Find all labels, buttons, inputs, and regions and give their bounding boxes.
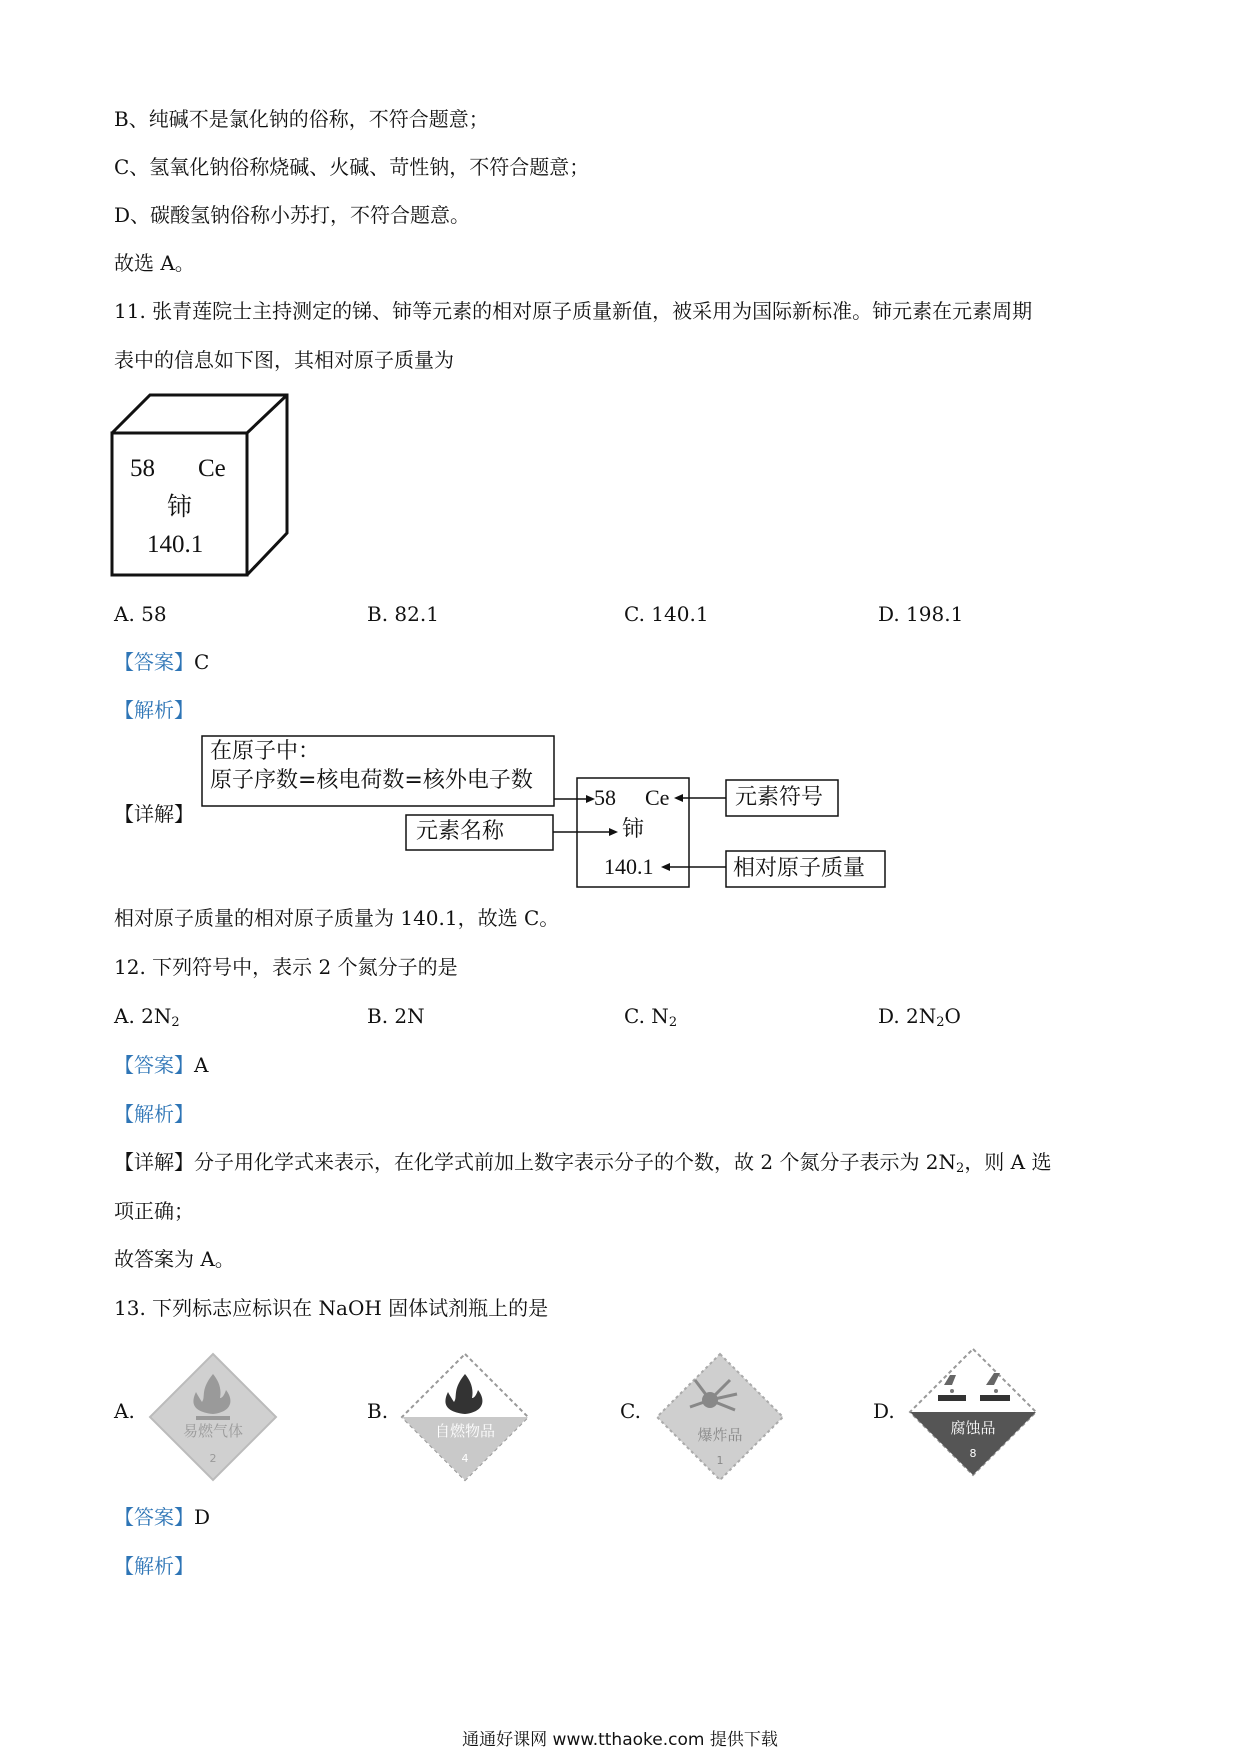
- atomic-mass: 140.1: [147, 531, 204, 558]
- q10-conclusion: 故选 A。: [114, 251, 195, 275]
- q11-detail-tag: 【详解】: [114, 802, 194, 826]
- q12-detail-line2: 项正确；: [114, 1199, 194, 1223]
- q12-answer: [114, 1051, 208, 1079]
- q12-conclusion: 故答案为 A。: [114, 1247, 235, 1271]
- element-name: 铈: [167, 492, 193, 521]
- corrosive-sign: 腐蚀品 8: [908, 1347, 1038, 1477]
- answer-value: C: [194, 650, 210, 674]
- element-symbol: Ce: [198, 455, 226, 482]
- answer-value: A: [194, 1053, 209, 1077]
- q13-option-a-label: A.: [114, 1399, 135, 1423]
- diagram-element-symbol: Ce: [645, 785, 670, 810]
- q11-conclusion: 相对原子质量的相对原子质量为 140.1，故选 C。: [114, 906, 560, 930]
- q11-stem-line2: 表中的信息如下图，其相对原子质量为: [114, 348, 454, 372]
- page-footer: 通通好课网 www.tthaoke.com 提供下载: [462, 1730, 778, 1750]
- spontaneous-combustion-sign: 自燃物品 4: [400, 1352, 530, 1482]
- q13-answer: [114, 1503, 210, 1531]
- q10-option-c-explanation: C、氢氧化钠俗称烧碱、火碱、苛性钠，不符合题意；: [114, 155, 590, 179]
- diagram-element-name: 铈: [622, 817, 645, 842]
- flammable-gas-sign: 易燃气体 2: [148, 1352, 278, 1482]
- answer-tag: 【答案】: [114, 1505, 194, 1529]
- q10-option-d-explanation: D、碳酸氢钠俗称小苏打，不符合题意。: [114, 203, 471, 227]
- q11-analysis-tag: 【解析】: [114, 698, 194, 722]
- diagram-note-line2: 原子序数=核电荷数=核外电子数: [210, 768, 533, 793]
- q12-option-c: C. $N_2$: [624, 1004, 678, 1030]
- q13-option-b-label: B.: [367, 1399, 389, 1423]
- q12-analysis-tag: 【解析】: [114, 1102, 194, 1126]
- answer-tag: 【答案】: [114, 650, 194, 674]
- diagram-label-name: 元素名称: [416, 819, 505, 844]
- q11-option-b: B. 82.1: [367, 602, 439, 626]
- q13-option-d-label: D.: [873, 1399, 895, 1423]
- diagram-atomic-number: 58: [594, 785, 616, 810]
- q13-option-c-label: C.: [620, 1399, 641, 1423]
- q11-option-d: D. 198.1: [878, 602, 964, 626]
- q12-option-d: D. $2N_2O$: [878, 1004, 961, 1030]
- q12-option-b: B. 2N: [367, 1004, 425, 1028]
- diagram-atomic-mass: 140.1: [604, 854, 654, 879]
- atomic-number: 58: [130, 455, 155, 482]
- q12-detail: 【详解】分子用化学式来表示，在化学式前加上数字表示分子的个数，故 2 个氮分子表示为 $2N_2$，则 A 选: [114, 1150, 1052, 1176]
- q13-analysis-tag: 【解析】: [114, 1554, 194, 1578]
- q12-stem: 12. 下列符号中，表示 2 个氮分子的是: [114, 955, 458, 979]
- q11-option-c: C. 140.1: [624, 602, 709, 626]
- q12-option-a: A. $2N_2$: [114, 1004, 180, 1030]
- answer-value: D: [194, 1505, 211, 1529]
- q13-stem: 13. 下列标志应标识在 NaOH 固体试剂瓶上的是: [114, 1296, 549, 1320]
- diagram-label-mass: 相对原子质量: [733, 856, 866, 881]
- diagram-note-line1: 在原子中：: [210, 739, 321, 764]
- q10-option-b-explanation: B、纯碱不是氯化钠的俗称，不符合题意；: [114, 107, 489, 131]
- answer-tag: 【答案】: [114, 1053, 194, 1077]
- q11-stem-line1: 11. 张青莲院士主持测定的锑、铈等元素的相对原子质量新值，被采用为国际新标准。铈元素在元素周期: [114, 299, 1033, 323]
- explosive-sign: 爆炸品 1: [655, 1352, 785, 1482]
- diagram-label-symbol: 元素符号: [735, 785, 824, 810]
- q11-option-a: A. 58: [114, 602, 167, 626]
